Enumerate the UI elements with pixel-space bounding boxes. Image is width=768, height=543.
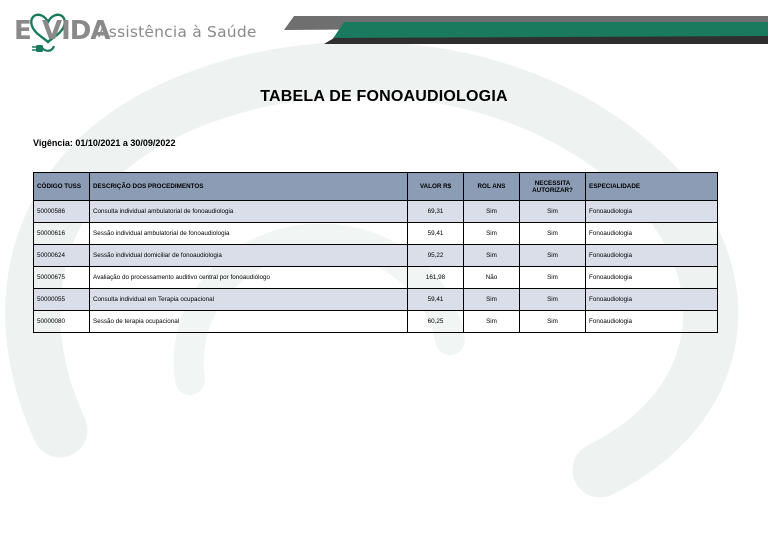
table-row [34,311,718,333]
cell-description: Consulta individual ambulatorial de fonoaudiologia [90,201,408,223]
cell-authorize: Sim [520,201,586,223]
logo-vida: VIDA [42,16,110,46]
table-row [34,201,718,223]
col-header-specialty: ESPECIALIDADE [586,173,718,201]
cell-rol: Sim [464,289,520,311]
cell-authorize: Sim [520,267,586,289]
cell-description: Avaliação do processamento auditivo central por fonoaudiólogo [90,267,408,289]
cell-code: 50000675 [34,267,90,289]
cell-value: 161,98 [408,267,464,289]
cell-authorize: Sim [520,245,586,267]
cell-rol: Sim [464,201,520,223]
validity-period: Vigência: 01/10/2021 a 30/09/2022 [33,138,176,148]
col-header-value: VALOR R$ [408,173,464,201]
col-header-authorize: NECESSITA AUTORIZAR? [520,173,586,201]
col-header-rol: ROL ANS [464,173,520,201]
procedures-table [33,172,718,333]
cell-specialty: Fonoaudiologia [586,289,718,311]
cell-rol: Não [464,267,520,289]
table-row [34,223,718,245]
cell-authorize: Sim [520,223,586,245]
cell-value: 95,22 [408,245,464,267]
cell-code: 50000624 [34,245,90,267]
cell-rol: Sim [464,223,520,245]
col-header-description: DESCRIÇÃO DOS PROCEDIMENTOS [90,173,408,201]
cell-specialty: Fonoaudiologia [586,201,718,223]
cell-value: 59,41 [408,223,464,245]
cell-specialty: Fonoaudiologia [586,245,718,267]
cell-rol: Sim [464,245,520,267]
brand-name: Assistência à Saúde [98,23,257,41]
cell-authorize: Sim [520,289,586,311]
page-title: TABELA DE FONOAUDIOLOGIA [260,88,508,105]
cell-description: Sessão individual ambulatorial de fonoaudiologia [90,223,408,245]
cell-code: 50000586 [34,201,90,223]
cell-description: Sessão de terapia ocupacional [90,311,408,333]
col-header-code: CÓDIGO TUSS [34,173,90,201]
cell-code: 50000616 [34,223,90,245]
cell-value: 59,41 [408,289,464,311]
cell-value: 69,31 [408,201,464,223]
cell-description: Sessão individual domiciliar de fonoaudiologia [90,245,408,267]
cell-value: 60,25 [408,311,464,333]
table-row [34,245,718,267]
cell-specialty: Fonoaudiologia [586,311,718,333]
cell-specialty: Fonoaudiologia [586,267,718,289]
table-header-row [34,173,718,201]
cell-code: 50000080 [34,311,90,333]
cell-specialty: Fonoaudiologia [586,223,718,245]
cell-rol: Sim [464,311,520,333]
logo-letter-e: E [14,16,32,46]
header [0,0,768,60]
cell-code: 50000055 [34,289,90,311]
header-banner [284,14,768,46]
cell-authorize: Sim [520,311,586,333]
cell-description: Consulta individual em Terapia ocupacional [90,289,408,311]
table-row [34,267,718,289]
table-row [34,289,718,311]
evida-logo [14,8,284,56]
